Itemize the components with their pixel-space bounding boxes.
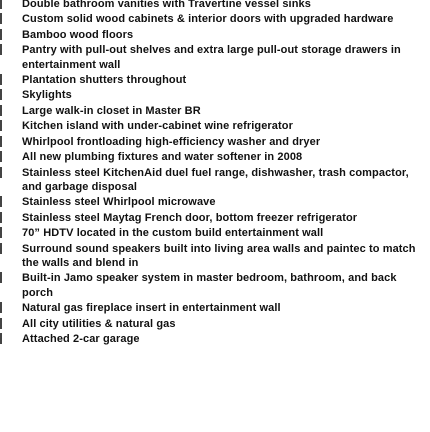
list-item [0, 166, 430, 195]
list-item [0, 104, 430, 118]
bullet-marker [0, 0, 2, 9]
bullet-marker [0, 212, 2, 223]
list-item-text: All city utilities & natural gas [22, 317, 176, 330]
list-item [0, 332, 430, 346]
bullet-marker [0, 227, 2, 238]
list-item-text: Surround sound speakers built into living area walls and paintec to match the walls and blend in [22, 242, 416, 270]
list-item [0, 195, 430, 209]
list-item-text: Built-in Jamo speaker system in master bedroom, bathroom, and back porch [22, 272, 397, 299]
bullet-marker [0, 136, 2, 147]
list-item [0, 226, 430, 240]
list-item [0, 135, 430, 149]
list-item-text: Stainless steel KitchenAid duel fuel range, dishwasher, trash compactor, and garbage disposal [22, 166, 409, 193]
bullet-marker [0, 44, 2, 55]
list-item-text: Stainless steel Maytag French door, bottom freezer refrigerator [22, 211, 358, 224]
list-item-text: Large walk-in closet in Master BR [22, 104, 201, 117]
list-item [0, 150, 430, 164]
list-item-text: Skylights [22, 89, 72, 102]
list-item [0, 43, 430, 72]
bullet-marker [0, 89, 2, 100]
list-item [0, 271, 430, 300]
list-item-text: Double bathroom vanities with Travertine vessel sinks [22, 0, 311, 10]
list-item [0, 73, 430, 87]
bullet-marker [0, 120, 2, 131]
bullet-marker [0, 105, 2, 116]
list-item-text: Plantation shutters throughout [22, 74, 187, 87]
list-item-text: Custom solid wood cabinets & interior doors with upgraded hardware [22, 13, 394, 26]
bullet-marker [0, 333, 2, 344]
list-item-text: 70” HDTV located in the custom build entertainment wall [22, 227, 324, 240]
bullet-marker [0, 167, 2, 178]
bullet-marker [0, 243, 2, 254]
list-item [0, 317, 430, 331]
bullet-marker [0, 196, 2, 207]
bullet-marker [0, 318, 2, 329]
list-item [0, 28, 430, 42]
list-item-text: Attached 2-car garage [22, 333, 140, 346]
list-item-text: Kitchen island with under-cabinet wine refrigerator [22, 120, 293, 133]
list-item-text: Bamboo wood floors [22, 28, 134, 41]
bullet-marker [0, 13, 2, 24]
list-item [0, 12, 430, 26]
list-item-text: Stainless steel Whirlpool microwave [22, 196, 216, 209]
bullet-marker [0, 272, 2, 283]
list-item [0, 242, 430, 271]
list-item-text: Pantry with pull-out shelves and extra large pull-out storage drawers in entertainment wall [22, 44, 401, 71]
list-item [0, 301, 430, 315]
bullet-marker [0, 302, 2, 313]
list-item-text: Whirlpool frontloading high-efficiency washer and dryer [22, 135, 321, 148]
bullet-marker [0, 74, 2, 85]
bullet-marker [0, 29, 2, 40]
list-item-text: All new plumbing fixtures and water softener in 2008 [22, 151, 303, 164]
list-item [0, 119, 430, 133]
bullet-marker [0, 151, 2, 162]
list-item [0, 88, 430, 102]
list-item [0, 0, 430, 11]
list-item-text: Natural gas fireplace insert in entertainment wall [22, 302, 281, 315]
list-item [0, 211, 430, 225]
